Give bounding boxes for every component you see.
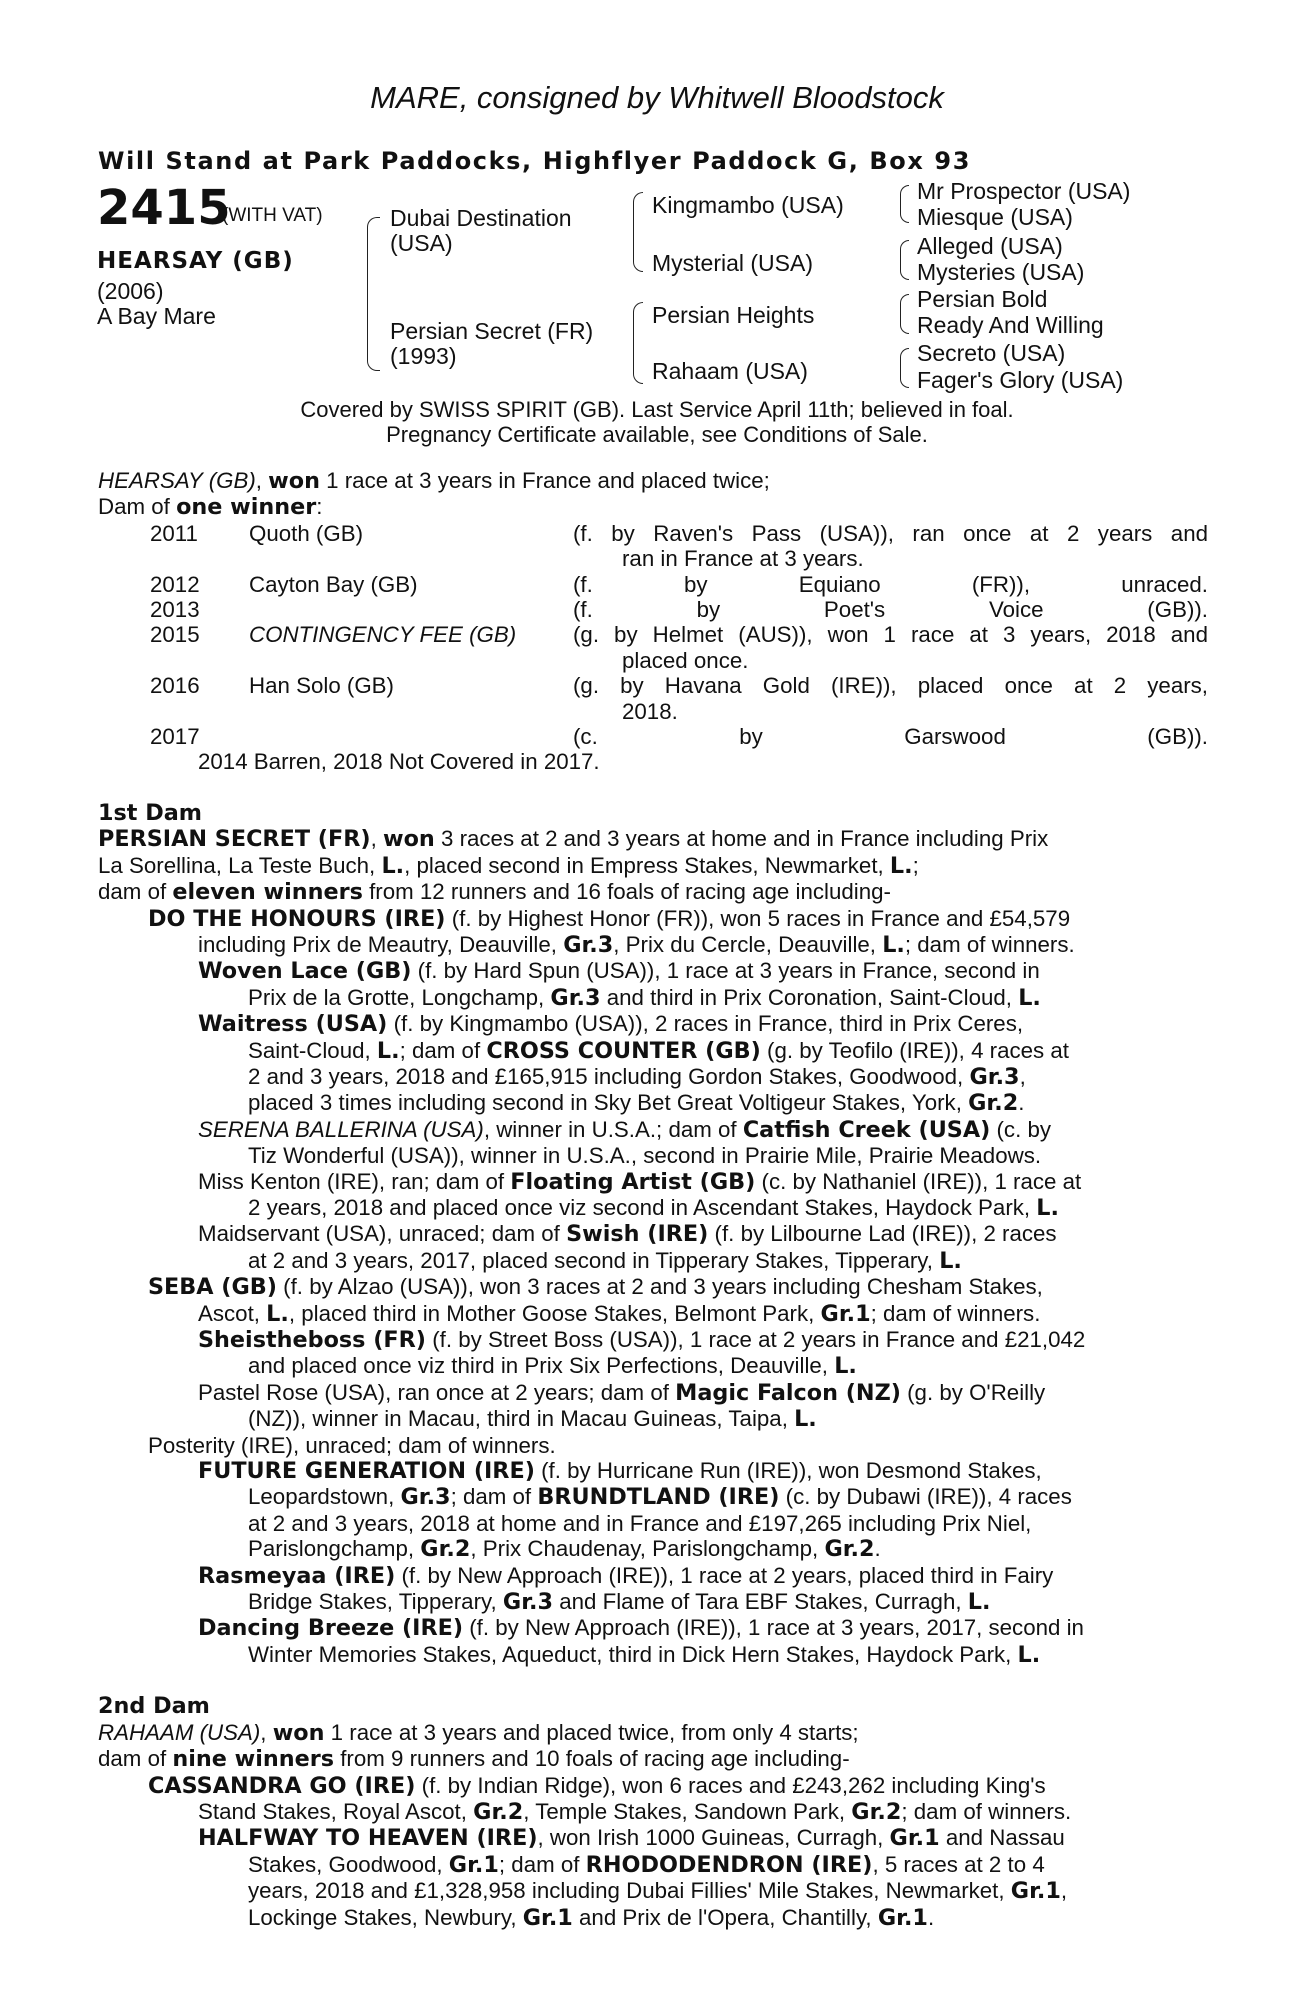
produce-line bbox=[98, 1353, 1208, 1379]
text-run: , bbox=[260, 1719, 273, 1745]
dam-summary-line bbox=[98, 1746, 1208, 1772]
text-run: 3 races at 2 and 3 years at home and in France including Prix bbox=[434, 826, 1049, 852]
emphasis-text: Floating Artist (GB) bbox=[510, 1168, 756, 1195]
text-run: , bbox=[370, 826, 383, 852]
text-run: Ascot, bbox=[198, 1300, 267, 1326]
text-run: placed 3 times including second in Sky Bet Great Voltigeur Stakes, York, bbox=[248, 1090, 969, 1116]
emphasis-text: BRUNDTLAND (IRE) bbox=[537, 1484, 780, 1511]
text-run: (f. by Lilbourne Lad (IRE)), 2 races bbox=[708, 1221, 1057, 1247]
text-run: Saint-Cloud, bbox=[248, 1037, 377, 1063]
emphasis-text: CASSANDRA GO (IRE) bbox=[148, 1772, 416, 1799]
text-run: Stand Stakes, Royal Ascot, bbox=[198, 1798, 474, 1824]
produce-line bbox=[98, 1642, 1208, 1668]
progeny-year: 2016 bbox=[150, 673, 200, 699]
text-run: (NZ)), winner in Macau, third in Macau Guineas, Taipa, bbox=[248, 1406, 795, 1432]
text-run: and placed once viz third in Prix Six Perfections, Deauville, bbox=[248, 1353, 835, 1379]
progeny-detail: (c. by Garswood (GB)). bbox=[573, 724, 1208, 750]
pedigree-brace bbox=[900, 240, 909, 280]
progeny-detail: (g. by Havana Gold (IRE)), placed once at 2 years, bbox=[573, 673, 1208, 699]
emphasis-text: L. bbox=[1018, 984, 1041, 1011]
emphasis-text: Sheistheboss (FR) bbox=[198, 1327, 426, 1353]
text-run: . bbox=[927, 1904, 935, 1930]
text-run: , won Irish 1000 Guineas, Curragh, bbox=[537, 1825, 890, 1851]
text-run: Maidservant (USA), unraced; dam of bbox=[198, 1221, 567, 1247]
progeny-year: 2012 bbox=[150, 571, 200, 597]
emphasis-text: Gr.1 bbox=[522, 1904, 573, 1931]
produce-line bbox=[98, 1825, 1208, 1851]
progeny-year: 2013 bbox=[150, 597, 200, 623]
emphasis-text: Rasmeyaa (IRE) bbox=[198, 1562, 396, 1589]
produce-line bbox=[98, 1615, 1208, 1641]
emphasis-text: L. bbox=[967, 1589, 991, 1616]
progeny-name: CONTINGENCY FEE (GB) bbox=[249, 622, 517, 648]
pedigree-brace bbox=[900, 185, 909, 223]
text-run: , placed second in Empress Stakes, Newmarket, bbox=[404, 852, 890, 878]
produce-line bbox=[98, 1433, 1208, 1458]
pedigree-sire-dam: Mysterial (USA) bbox=[652, 250, 814, 276]
text-run: (f. by Street Boss (USA)), 1 race at 2 years in France and £21,042 bbox=[426, 1327, 1086, 1352]
progeny-detail: (f. by Raven's Pass (USA)), ran once at 2 years and bbox=[573, 520, 1208, 546]
catalogue-body bbox=[98, 468, 1208, 1931]
text-run: (c. by Dubawi (IRE)), 4 races bbox=[779, 1484, 1072, 1510]
emphasis-text: FUTURE GENERATION (IRE) bbox=[198, 1458, 535, 1485]
produce-entry bbox=[98, 1327, 1208, 1380]
text-run: at 2 and 3 years, 2017, placed second in Tipperary Stakes, Tipperary, bbox=[248, 1247, 940, 1273]
text-run: , placed third in Mother Goose Stakes, Belmont Park, bbox=[288, 1300, 821, 1326]
text-run: Lockinge Stakes, Newbury, bbox=[248, 1904, 523, 1930]
emphasis-text: won bbox=[272, 1719, 325, 1746]
produce-line bbox=[98, 1511, 1208, 1536]
intro-winners: one winner bbox=[176, 494, 317, 521]
dam-summary-line bbox=[98, 879, 1208, 905]
text-run: (f. by Alzao (USA)), won 3 races at 2 and 3 years including Chesham Stakes, bbox=[276, 1274, 1043, 1300]
text-run: including Prix de Meautry, Deauville, bbox=[198, 931, 564, 957]
stand-location: Will Stand at Park Paddocks, Highflyer Paddock G, Box 93 bbox=[98, 147, 972, 175]
emphasis-text: Gr.3 bbox=[563, 931, 614, 958]
produce-line bbox=[98, 1327, 1208, 1353]
text-run: ; dam of winners. bbox=[904, 931, 1075, 957]
produce-entry bbox=[98, 1773, 1208, 1826]
text-run: (f. by Hard Spun (USA)), 1 race at 3 years in France, second in bbox=[411, 958, 1040, 984]
consignment-title: MARE, consigned by Whitwell Bloodstock bbox=[370, 80, 944, 115]
produce-line bbox=[98, 1380, 1208, 1406]
progeny-name bbox=[249, 724, 573, 749]
emphasis-text: Gr.3 bbox=[969, 1063, 1020, 1090]
emphasis-text: SEBA (GB) bbox=[148, 1274, 277, 1301]
text-run: ; dam of bbox=[498, 1851, 586, 1877]
horse-name: HEARSAY (GB) bbox=[97, 248, 294, 274]
produce-line bbox=[98, 958, 1208, 984]
emphasis-text: RHODODENDRON (IRE) bbox=[585, 1851, 873, 1878]
text-run: La Sorellina, La Teste Buch, bbox=[98, 852, 382, 878]
emphasis-text: Gr.2 bbox=[968, 1090, 1019, 1117]
produce-line bbox=[98, 1274, 1208, 1300]
text-run: ; dam of bbox=[450, 1484, 538, 1510]
text-run: ; dam of bbox=[399, 1037, 487, 1063]
produce-line bbox=[98, 1117, 1208, 1143]
text-run: at 2 and 3 years, 2018 at home and in France and £197,265 including Prix Niel, bbox=[248, 1510, 1032, 1536]
emphasis-text: nine winners bbox=[172, 1746, 335, 1773]
produce-line bbox=[98, 1011, 1208, 1037]
produce-entry bbox=[98, 1011, 1208, 1117]
emphasis-text: L. bbox=[834, 1353, 857, 1380]
emphasis-text: Gr.2 bbox=[851, 1798, 902, 1825]
emphasis-text: Dancing Breeze (IRE) bbox=[198, 1615, 464, 1642]
pedigree-dam-year: (1993) bbox=[390, 343, 457, 369]
covered-note: Covered by SWISS SPIRIT (GB). Last Service April 11th; believed in foal. bbox=[300, 397, 1014, 422]
text-run: Pastel Rose (USA), ran once at 2 years; dam of bbox=[198, 1379, 676, 1405]
horse-year: (2006) bbox=[97, 278, 164, 304]
pedigree-brace bbox=[900, 294, 909, 334]
second-dam-heading: 2nd Dam bbox=[98, 1693, 210, 1720]
emphasis-text: Gr.1 bbox=[889, 1825, 940, 1852]
italic-text: SERENA BALLERINA (USA) bbox=[198, 1116, 484, 1142]
text-run: ; dam of winners. bbox=[870, 1300, 1041, 1326]
text-run: 2 and 3 years, 2018 and £165,915 including Gordon Stakes, Goodwood, bbox=[248, 1063, 970, 1089]
emphasis-text: Swish (IRE) bbox=[566, 1221, 709, 1248]
progeny-row bbox=[98, 673, 1208, 698]
text-run: Leopardstown, bbox=[248, 1484, 401, 1510]
text-run: years, 2018 and £1,328,958 including Dubai Fillies' Mile Stakes, Newmarket, bbox=[248, 1878, 1011, 1904]
text-run: and third in Prix Coronation, Saint-Cloud, bbox=[600, 984, 1019, 1010]
intro-text: : bbox=[316, 494, 323, 520]
emphasis-text: Gr.3 bbox=[400, 1484, 451, 1511]
text-run: , bbox=[1060, 1878, 1068, 1904]
progeny-year: 2015 bbox=[150, 622, 200, 648]
progeny-year: 2017 bbox=[150, 724, 200, 750]
horse-description: A Bay Mare bbox=[97, 303, 216, 329]
progeny-name: Quoth (GB) bbox=[249, 520, 363, 546]
pedigree-ssd: Miesque (USA) bbox=[917, 204, 1073, 230]
pregnancy-note: Pregnancy Certificate available, see Conditions of Sale. bbox=[386, 422, 928, 447]
produce-line bbox=[98, 1301, 1208, 1327]
produce-line bbox=[98, 932, 1208, 958]
pedigree-sire-country: (USA) bbox=[390, 230, 453, 256]
text-run: 1 race at 3 years and placed twice, from only 4 starts; bbox=[324, 1719, 859, 1745]
emphasis-text: Catfish Creek (USA) bbox=[742, 1116, 991, 1143]
progeny-detail-cont: ran in France at 3 years. bbox=[622, 546, 864, 572]
progeny-year: 2011 bbox=[150, 520, 198, 546]
text-run: dam of bbox=[98, 879, 173, 905]
pedigree-dam-dam: Rahaam (USA) bbox=[652, 358, 808, 384]
pedigree-ddd: Fager's Glory (USA) bbox=[917, 367, 1124, 393]
produce-line bbox=[98, 1589, 1208, 1615]
emphasis-text: Gr.1 bbox=[820, 1300, 871, 1327]
text-run: (f. by Indian Ridge), won 6 races and £243,262 including King's bbox=[415, 1772, 1046, 1798]
emphasis-text: Magic Falcon (NZ) bbox=[675, 1379, 901, 1406]
intro-horse: HEARSAY (GB) bbox=[98, 468, 256, 493]
progeny-list bbox=[98, 521, 1208, 750]
intro-line bbox=[98, 468, 1208, 494]
text-run: Bridge Stakes, Tipperary, bbox=[248, 1589, 503, 1615]
text-run: and Flame of Tara EBF Stakes, Curragh, bbox=[553, 1589, 968, 1615]
produce-entry bbox=[98, 1615, 1208, 1668]
produce-line bbox=[98, 1905, 1208, 1931]
produce-line bbox=[98, 1406, 1208, 1432]
produce-line bbox=[98, 1169, 1208, 1195]
text-run: from 9 runners and 10 foals of racing age including- bbox=[334, 1746, 850, 1772]
pedigree-brace bbox=[633, 302, 643, 384]
text-run: . bbox=[874, 1536, 881, 1562]
text-run: (f. by New Approach (IRE)), 1 race at 2 years, placed third in Fairy bbox=[395, 1562, 1054, 1588]
intro-text: Dam of bbox=[98, 494, 177, 520]
progeny-row bbox=[98, 622, 1208, 647]
emphasis-text: L. bbox=[266, 1300, 289, 1327]
pedigree-sss: Mr Prospector (USA) bbox=[917, 178, 1131, 204]
text-run: , bbox=[1019, 1063, 1026, 1089]
text-run: , Temple Stakes, Sandown Park, bbox=[523, 1798, 852, 1824]
text-run: , Prix du Cercle, Deauville, bbox=[613, 931, 883, 957]
text-run: (f. by Highest Honor (FR)), won 5 races in France and £54,579 bbox=[445, 905, 1071, 931]
pedigree-dam: Persian Secret (FR) bbox=[390, 318, 594, 344]
emphasis-text: Gr.2 bbox=[420, 1536, 471, 1563]
produce-line bbox=[98, 1799, 1208, 1825]
text-run: Stakes, Goodwood, bbox=[248, 1851, 449, 1877]
produce-line bbox=[98, 1536, 1208, 1562]
progeny-detail: (f. by Poet's Voice (GB)). bbox=[573, 597, 1208, 623]
text-run: (g. by Teofilo (IRE)), 4 races at bbox=[760, 1037, 1069, 1063]
progeny-row bbox=[98, 521, 1208, 546]
pedigree-dss: Persian Bold bbox=[917, 286, 1048, 312]
produce-entry bbox=[98, 1221, 1208, 1274]
text-run: ; dam of winners. bbox=[901, 1798, 1072, 1824]
lot-vat: (WITH VAT) bbox=[222, 205, 323, 226]
produce-entry bbox=[98, 1458, 1208, 1563]
produce-line bbox=[98, 1484, 1208, 1510]
text-run: (c. by Nathaniel (IRE)), 1 race at bbox=[755, 1168, 1082, 1194]
pedigree-sire: Dubai Destination bbox=[390, 205, 572, 231]
text-run: Winter Memories Stakes, Aqueduct, third in Dick Hern Stakes, Haydock Park, bbox=[248, 1641, 1018, 1667]
text-run: (f. by New Approach (IRE)), 1 race at 3 years, 2017, second in bbox=[463, 1615, 1084, 1641]
emphasis-text: Gr.2 bbox=[473, 1798, 524, 1825]
emphasis-text: won bbox=[382, 826, 435, 853]
text-run: and Nassau bbox=[939, 1825, 1065, 1851]
pedigree-sds: Alleged (USA) bbox=[917, 233, 1063, 259]
progeny-row bbox=[98, 572, 1208, 597]
text-run: (f. by Kingmambo (USA)), 2 races in France, third in Prix Ceres, bbox=[387, 1011, 1024, 1037]
produce-line bbox=[98, 1064, 1208, 1090]
emphasis-text: L. bbox=[1036, 1194, 1059, 1221]
produce-line bbox=[98, 1195, 1208, 1221]
produce-entry bbox=[98, 1169, 1208, 1222]
produce-line bbox=[98, 1090, 1208, 1116]
emphasis-text: L. bbox=[1017, 1641, 1041, 1668]
pedigree-dam-sire: Persian Heights bbox=[652, 302, 815, 328]
emphasis-text: L. bbox=[381, 852, 405, 879]
text-run: Tiz Wonderful (USA)), winner in U.S.A., second in Prairie Mile, Prairie Meadows. bbox=[248, 1143, 1042, 1169]
produce-line bbox=[98, 1773, 1208, 1799]
produce-line bbox=[98, 1852, 1208, 1878]
intro-won: won bbox=[268, 468, 320, 494]
pedigree-brace bbox=[900, 348, 909, 388]
produce-line bbox=[98, 1038, 1208, 1064]
progeny-detail: (f. by Equiano (FR)), unraced. bbox=[573, 571, 1208, 597]
emphasis-text: L. bbox=[882, 931, 905, 958]
text-run: Miss Kenton (IRE), ran; dam of bbox=[198, 1168, 511, 1194]
pedigree-sire-sire: Kingmambo (USA) bbox=[652, 192, 844, 218]
text-run: , 5 races at 2 to 4 bbox=[872, 1851, 1045, 1877]
text-run: (g. by O'Reilly bbox=[900, 1379, 1046, 1405]
text-run: (c. by bbox=[990, 1116, 1052, 1142]
produce-line bbox=[98, 1221, 1208, 1247]
dam-summary-line bbox=[98, 826, 1208, 852]
intro-text: 1 race at 3 years in France and placed twice; bbox=[319, 468, 770, 493]
dam-summary-line bbox=[98, 853, 1208, 879]
pedigree-dds: Secreto (USA) bbox=[917, 340, 1066, 366]
progeny-name: Han Solo (GB) bbox=[249, 673, 394, 699]
italic-text: RAHAAM (USA) bbox=[98, 1719, 261, 1745]
progeny-row bbox=[98, 597, 1208, 622]
produce-entry bbox=[98, 1274, 1208, 1327]
text-run: dam of bbox=[98, 1746, 173, 1772]
text-run: Posterity (IRE), unraced; dam of winners. bbox=[148, 1432, 556, 1458]
progeny-detail: (g. by Helmet (AUS)), won 1 race at 3 years, 2018 and bbox=[573, 622, 1208, 648]
text-run: . bbox=[1018, 1090, 1025, 1116]
progeny-detail-cont: 2018. bbox=[622, 698, 678, 724]
lot-number: 2415 bbox=[97, 180, 231, 236]
pedigree-dsd: Ready And Willing bbox=[917, 312, 1104, 338]
intro-dam-line bbox=[98, 494, 1208, 520]
produce-entry bbox=[98, 1825, 1208, 1931]
text-run: , winner in U.S.A.; dam of bbox=[483, 1116, 743, 1142]
text-run: and Prix de l'Opera, Chantilly, bbox=[572, 1904, 878, 1930]
produce-line bbox=[98, 906, 1208, 932]
emphasis-text: Gr.1 bbox=[877, 1904, 928, 1931]
emphasis-text: L. bbox=[376, 1037, 400, 1064]
pedigree-brace bbox=[633, 192, 643, 272]
text-run: from 12 runners and 16 foals of racing age including- bbox=[362, 879, 891, 905]
emphasis-text: eleven winners bbox=[172, 879, 363, 906]
barren-note: 2014 Barren, 2018 Not Covered in 2017. bbox=[198, 749, 600, 775]
emphasis-text: L. bbox=[794, 1406, 817, 1433]
produce-entry bbox=[98, 1433, 1208, 1458]
progeny-name: Cayton Bay (GB) bbox=[249, 571, 418, 597]
produce-entry bbox=[98, 1117, 1208, 1169]
emphasis-text: L. bbox=[939, 1247, 962, 1274]
first-dam-section bbox=[98, 826, 1208, 1668]
progeny-detail-cont: placed once. bbox=[622, 647, 749, 673]
produce-line bbox=[98, 1143, 1208, 1168]
emphasis-text: Gr.2 bbox=[824, 1536, 875, 1563]
produce-line bbox=[98, 985, 1208, 1011]
progeny-row bbox=[98, 724, 1208, 749]
emphasis-text: L. bbox=[889, 852, 913, 879]
emphasis-text: PERSIAN SECRET (FR) bbox=[98, 826, 371, 853]
text-run: Prix de la Grotte, Longchamp, bbox=[248, 984, 551, 1010]
produce-line bbox=[98, 1563, 1208, 1589]
produce-entry bbox=[98, 1563, 1208, 1616]
dam-summary-line bbox=[98, 1720, 1208, 1746]
produce-line bbox=[98, 1878, 1208, 1904]
emphasis-text: DO THE HONOURS (IRE) bbox=[148, 905, 446, 932]
emphasis-text: Gr.1 bbox=[1010, 1878, 1061, 1905]
text-run: , Prix Chaudenay, Parislongchamp, bbox=[470, 1536, 825, 1562]
emphasis-text: Waitress (USA) bbox=[198, 1011, 388, 1038]
emphasis-text: Gr.3 bbox=[502, 1589, 553, 1616]
pedigree-brace bbox=[367, 217, 380, 371]
produce-entry bbox=[98, 958, 1208, 1011]
progeny-name bbox=[249, 597, 573, 622]
emphasis-text: Gr.3 bbox=[550, 984, 601, 1011]
first-dam-heading: 1st Dam bbox=[98, 799, 202, 826]
emphasis-text: Gr.1 bbox=[448, 1851, 499, 1878]
text-run: ; bbox=[912, 852, 919, 878]
produce-entry bbox=[98, 1380, 1208, 1433]
emphasis-text: Woven Lace (GB) bbox=[198, 958, 412, 985]
intro-text: , bbox=[255, 468, 269, 493]
emphasis-text: HALFWAY TO HEAVEN (IRE) bbox=[198, 1825, 538, 1852]
second-dam-section bbox=[98, 1720, 1208, 1931]
text-run: (f. by Hurricane Run (IRE)), won Desmond Stakes, bbox=[534, 1458, 1042, 1484]
produce-line bbox=[98, 1248, 1208, 1274]
text-run: Parislongchamp, bbox=[248, 1536, 421, 1562]
pedigree-sdd: Mysteries (USA) bbox=[917, 259, 1085, 285]
produce-entry bbox=[98, 906, 1208, 959]
produce-line bbox=[98, 1458, 1208, 1484]
text-run: 2 years, 2018 and placed once viz second in Ascendant Stakes, Haydock Park, bbox=[248, 1194, 1037, 1220]
emphasis-text: CROSS COUNTER (GB) bbox=[486, 1037, 761, 1064]
